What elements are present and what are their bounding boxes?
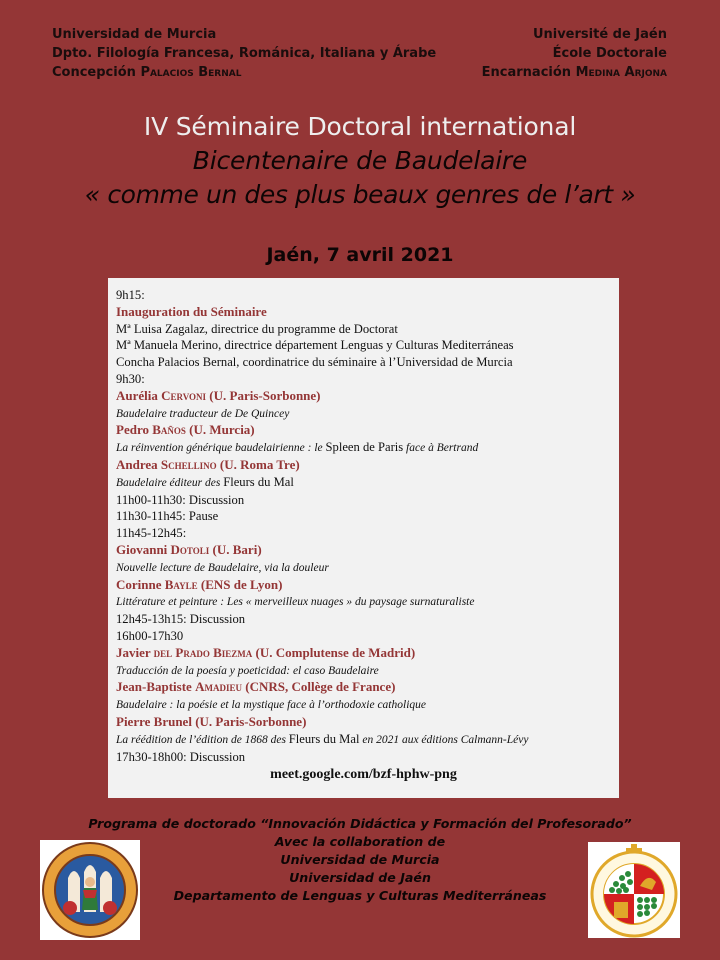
header-right-school: École Doctorale — [552, 46, 667, 61]
universidad-murcia-seal — [40, 840, 140, 940]
program-talk-title — [116, 731, 619, 749]
talk-title-part: Nouvelle lecture de Baudelaire, via la douleur — [116, 561, 329, 574]
speaker-first-name: Corinne — [116, 576, 165, 592]
program-speaker — [116, 577, 619, 594]
program-time: 11h30-11h45: Pause — [116, 509, 219, 524]
program-time: 9h30: — [116, 371, 145, 386]
program-talk-title — [116, 662, 619, 680]
program-time: 16h00-17h30 — [116, 628, 184, 643]
program-speaker — [116, 542, 619, 559]
footer-jaen: Universidad de Jaén — [289, 870, 431, 885]
program-note: Mª Luisa Zagalaz, directrice du programme de Doctorat — [116, 321, 398, 336]
program-speaker — [116, 714, 619, 731]
speaker-surname: Schellino — [160, 456, 217, 472]
header-right-organizer: Encarnación Medina Arjona — [481, 65, 667, 80]
program-speaker — [116, 679, 619, 696]
talk-title-part: Baudelaire traducteur de De Quincey — [116, 407, 290, 420]
seminar-quote: « comme un des plus beaux genres de l’art » — [84, 180, 636, 209]
program-time: 17h30-18h00: Discussion — [116, 749, 246, 764]
speaker-first-name: Giovanni — [116, 541, 171, 557]
event-date: Jaén, 7 avril 2021 — [266, 244, 454, 266]
program-speaker — [116, 388, 619, 405]
speaker-affiliation: (U. Complutense de Madrid) — [252, 644, 416, 660]
talk-title-part: La réinvention générique baudelairienne : le — [116, 442, 326, 455]
footer-program: Programa de doctorado “Innovación Didáctica y Formación del Profesorado” — [88, 816, 632, 831]
speaker-surname: Dotoli — [170, 541, 210, 557]
program-time: 11h45-12h45: — [116, 526, 187, 541]
header-left-department: Dpto. Filología Francesa, Románica, Italiana y Árabe — [52, 46, 437, 61]
footer-department: Departamento de Lenguas y Culturas Mediterráneas — [173, 888, 547, 903]
talk-title-part: en 2021 aux éditions Calmann-Lévy — [359, 733, 529, 746]
program-talk-title — [116, 593, 619, 611]
program-talk-title — [116, 696, 619, 714]
speaker-affiliation: (U. Roma Tre) — [216, 456, 300, 472]
program-time: 11h00-11h30: Discussion — [116, 492, 245, 507]
speaker-surname: Amadieu — [195, 679, 242, 695]
program-list — [116, 287, 619, 765]
header-left-organizer: Concepción Palacios Bernal — [52, 65, 242, 80]
speaker-surname: Baños — [152, 422, 186, 438]
jaen-seal-icon — [588, 842, 680, 938]
talk-title-part: Baudelaire éditeur des — [116, 476, 224, 489]
universidad-jaen-seal — [588, 842, 680, 938]
speaker-first-name: Pedro — [116, 422, 153, 438]
header-left-university: Universidad de Murcia — [52, 27, 217, 42]
program-talk-title — [116, 559, 619, 577]
program-note: Concha Palacios Bernal, coordinatrice du séminaire à l’Universidad de Murcia — [116, 355, 513, 370]
talk-title-part: Fleurs du Mal — [223, 474, 294, 489]
program-speaker — [116, 457, 619, 474]
seminar-title: IV Séminaire Doctoral international — [143, 112, 577, 141]
talk-title-part: Littérature et peinture : Les « merveilleux nuages » du paysage surnaturaliste — [116, 596, 475, 609]
program-speaker — [116, 645, 619, 662]
talk-title-part: Fleurs du Mal — [288, 731, 360, 746]
speaker-affiliation: (U. Murcia) — [185, 422, 255, 438]
speaker-first-name: Andrea — [116, 456, 161, 472]
speaker-first-name: Javier — [116, 644, 154, 660]
seminar-subtitle: Bicentenaire de Baudelaire — [192, 146, 528, 175]
speaker-affiliation: (U. Bari) — [209, 541, 262, 557]
speaker-first-name: Pierre Brunel — [116, 713, 192, 729]
program-talk-title — [116, 439, 619, 457]
speaker-affiliation: (CNRS, Collège de France) — [241, 679, 396, 695]
speaker-affiliation: (U. Paris-Sorbonne) — [191, 713, 307, 729]
footer-collab: Avec la collaboration de — [274, 834, 446, 849]
talk-title-part: Traducción de la poesía y poeticidad: el caso Baudelaire — [116, 664, 379, 677]
program-time: 12h45-13h15: Discussion — [116, 612, 246, 627]
program-time: 9h15: — [116, 288, 145, 302]
program-talk-title — [116, 474, 619, 492]
murcia-seal-icon — [40, 840, 140, 940]
talk-title-part: Baudelaire : la poésie et la mystique face à l’orthodoxie catholique — [116, 699, 426, 712]
speaker-surname: del Prado Biezma — [153, 644, 253, 660]
talk-title-part: Spleen de Paris — [325, 440, 404, 455]
program-panel — [108, 278, 619, 798]
program-speaker — [116, 422, 619, 439]
speaker-first-name: Aurélia — [116, 387, 162, 403]
program-talk-title — [116, 405, 619, 423]
talk-title-part: face à Bertrand — [403, 442, 479, 455]
speaker-surname: Cervoni — [161, 387, 207, 403]
program-note: Mª Manuela Merino, directrice département Lenguas y Culturas Mediterráneas — [116, 338, 514, 353]
title-block — [0, 110, 720, 212]
speaker-affiliation: (U. Paris-Sorbonne) — [206, 387, 321, 403]
meet-link[interactable]: meet.google.com/bzf-hphw-png — [270, 767, 457, 783]
header-left — [52, 25, 436, 82]
speaker-first-name: Jean-Baptiste — [116, 679, 196, 695]
header-right-university: Université de Jaén — [532, 27, 667, 42]
header-right — [482, 25, 667, 82]
speaker-surname: Bayle — [164, 576, 198, 592]
speaker-affiliation: (ENS de Lyon) — [197, 576, 283, 592]
footer-murcia: Universidad de Murcia — [280, 852, 440, 867]
talk-title-part: La réédition de l’édition de 1868 des — [116, 733, 289, 746]
program-heading: Inauguration du Séminaire — [116, 303, 267, 319]
